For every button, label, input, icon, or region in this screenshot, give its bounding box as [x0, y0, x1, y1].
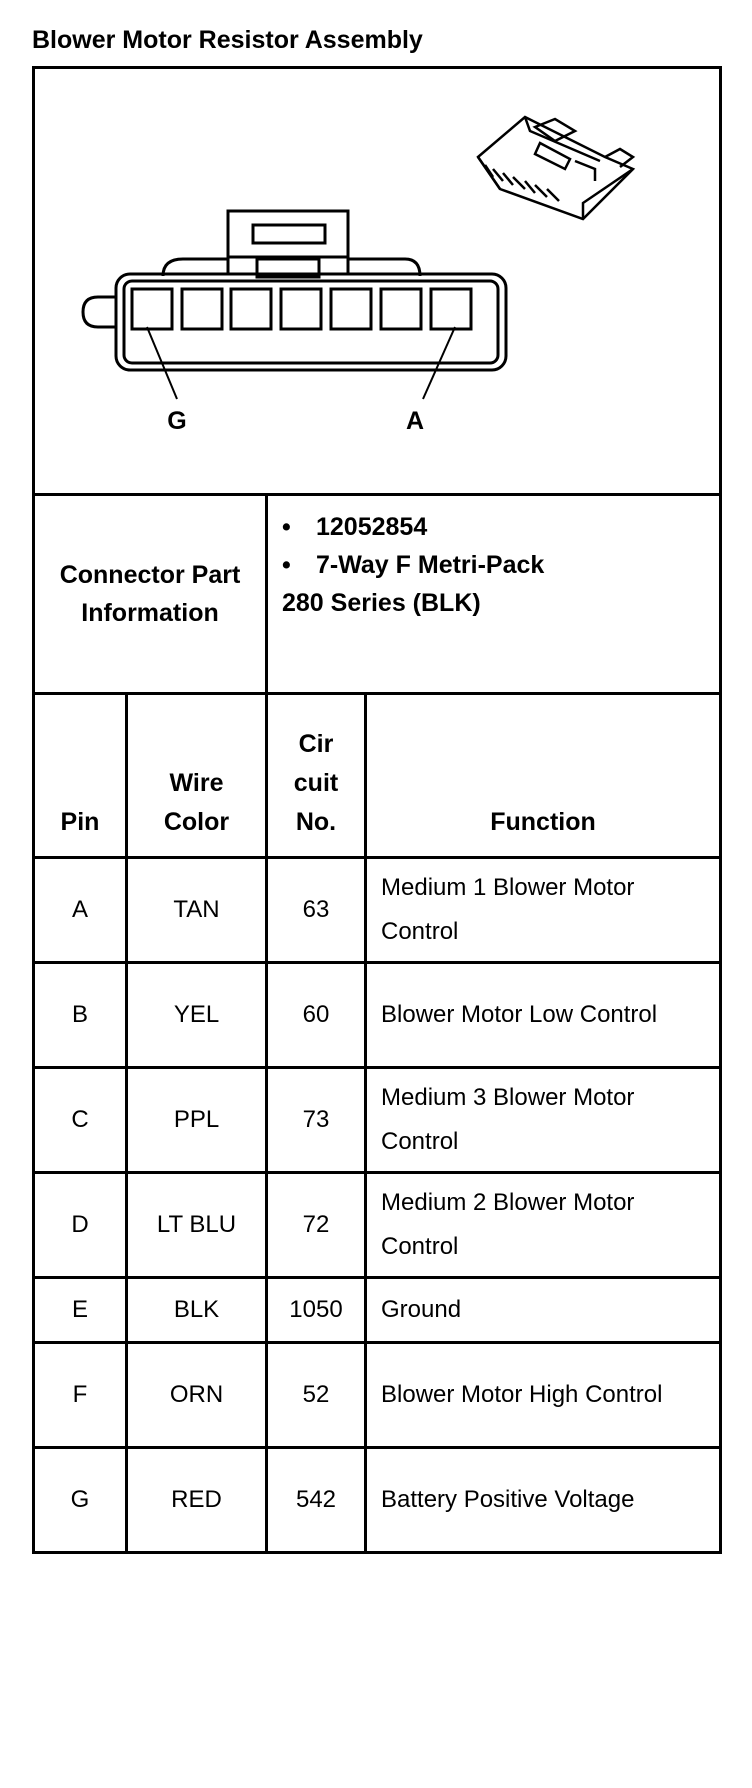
header-circuit-no: Cir cuit No. [293, 730, 339, 836]
pin-cell: C [71, 1106, 89, 1133]
bullet-item [282, 508, 544, 546]
function-cell: Medium 2 Blower Motor Control [381, 1189, 635, 1260]
connector-diagram [35, 69, 719, 549]
wire-color-cell: YEL [173, 1001, 220, 1028]
wire-color-cell: TAN [173, 896, 220, 923]
circuit-cell: 72 [302, 1211, 330, 1238]
pin-label-g: G [167, 407, 187, 435]
page-title: Blower Motor Resistor Assembly [32, 26, 423, 54]
pin-cell: E [71, 1296, 88, 1323]
pin-cell: D [71, 1211, 89, 1238]
part-number: 12052854 [316, 513, 428, 541]
wire-color-cell: BLK [173, 1296, 220, 1323]
bullet-item [282, 546, 544, 584]
function-cell: Medium 1 Blower Motor Control [381, 874, 635, 945]
wire-color-cell: RED [171, 1486, 222, 1513]
header-function: Function [490, 808, 596, 836]
wire-color-cell: ORN [169, 1381, 224, 1408]
header-pin: Pin [60, 808, 100, 836]
pin-cell: F [72, 1381, 88, 1408]
connector-series: 280 Series (BLK) [282, 589, 481, 617]
function-cell: Blower Motor High Control [381, 1381, 663, 1408]
connector-part-values [282, 508, 544, 622]
bullet-icon: • [282, 513, 291, 541]
connector-illustration [35, 69, 719, 549]
wire-color-cell: LT BLU [156, 1211, 237, 1238]
connector-isometric-view [478, 117, 633, 219]
pin-cell: A [71, 896, 88, 923]
pin-label-a: A [405, 407, 425, 435]
circuit-cell: 60 [302, 1001, 330, 1028]
connector-type: 7-Way F Metri-Pack [316, 551, 545, 579]
circuit-cell: 52 [302, 1381, 330, 1408]
circuit-cell: 1050 [289, 1296, 343, 1323]
function-cell: Battery Positive Voltage [381, 1486, 635, 1513]
connector-table [32, 66, 722, 1784]
pin-cavities [132, 289, 471, 329]
circuit-cell: 63 [302, 896, 330, 923]
wire-color-cell: PPL [173, 1106, 220, 1133]
function-cell: Ground [381, 1296, 462, 1323]
pin-cell: G [70, 1486, 90, 1513]
header-wire-color: Wire Color [163, 769, 230, 836]
function-cell: Blower Motor Low Control [381, 1001, 658, 1028]
connector-part-label: Connector Part Information [59, 561, 241, 627]
border-right [719, 66, 722, 1554]
divider [32, 1551, 722, 1554]
circuit-cell: 73 [302, 1106, 330, 1133]
pin-cell: B [71, 1001, 88, 1028]
function-cell: Medium 3 Blower Motor Control [381, 1084, 635, 1155]
bullet-icon: • [282, 551, 291, 579]
circuit-cell: 542 [295, 1486, 337, 1513]
